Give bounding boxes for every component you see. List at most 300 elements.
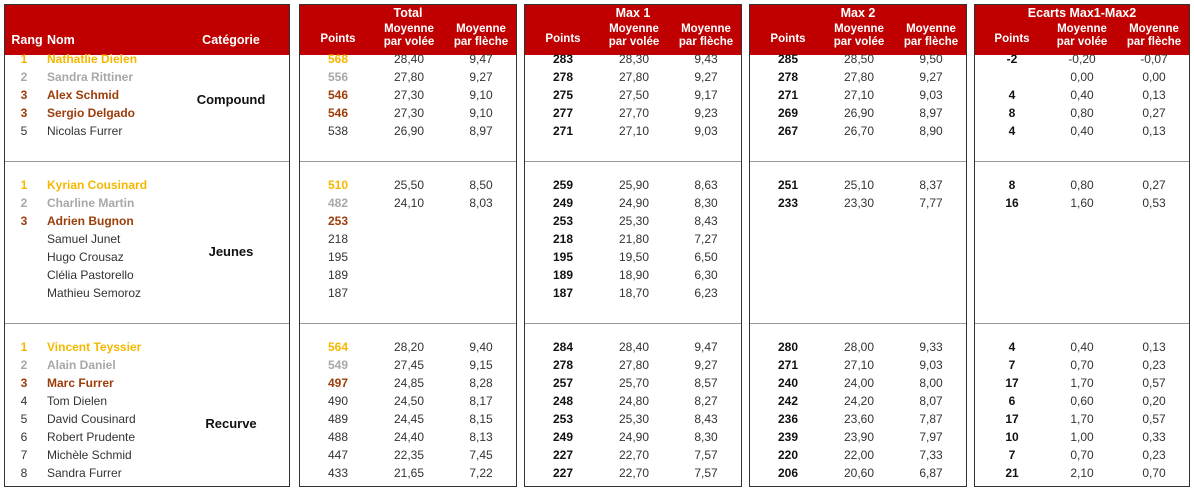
max1-points-cell: 278 [552, 70, 574, 84]
ecarts-points-cell: 8 [1008, 178, 1016, 192]
max2-moy-volee-cell: 27,80 [843, 70, 875, 84]
table-row [975, 50, 1189, 68]
total-points-cell: 253 [327, 214, 349, 228]
group-separator [975, 323, 1189, 324]
total-moy-volee-cell: 24,10 [393, 196, 425, 210]
max1-moy-volee-cell: 27,70 [618, 106, 650, 120]
name-cell: Mathieu Semoroz [47, 286, 142, 300]
table-row [300, 86, 516, 104]
max1-points-cell: 275 [552, 88, 574, 102]
max1-moy-fleche-cell: 8,30 [694, 430, 718, 444]
rank-cell: 1 [20, 340, 28, 354]
rank-cell: 2 [20, 196, 28, 210]
max2-moy-fleche-cell: 9,27 [919, 70, 943, 84]
total-points-cell: 447 [327, 448, 349, 462]
rank-cell: 2 [20, 70, 28, 84]
table-row [975, 374, 1189, 392]
table-row [750, 266, 966, 284]
table-row [5, 464, 291, 482]
total-points-cell: 490 [327, 394, 349, 408]
max1-moy-volee-header: Moyenne par volée [608, 23, 660, 48]
category-label: Recurve [205, 416, 257, 431]
max2-moy-fleche-cell: 7,87 [919, 412, 943, 426]
ecarts-moy-volee-cell: 1,00 [1070, 430, 1094, 444]
name-cell: Sandra Rittiner [47, 70, 134, 84]
table-row [300, 50, 516, 68]
max1-moy-fleche-cell: 9,43 [694, 52, 718, 66]
max1-moy-volee-cell: 19,50 [618, 250, 650, 264]
total-moy-volee-cell: 27,30 [393, 88, 425, 102]
ecarts-moy-fleche-cell: 0,57 [1142, 412, 1166, 426]
total-moy-volee-cell: 28,20 [393, 340, 425, 354]
ecarts-points-cell: 4 [1008, 340, 1016, 354]
max1-moy-fleche-cell: 9,03 [694, 124, 718, 138]
name-cell: Nathatlie Dielen [47, 52, 138, 66]
total-moy-fleche-cell: 8,17 [469, 394, 493, 408]
total-header [300, 5, 516, 55]
max2-moy-volee-cell: 27,10 [843, 88, 875, 102]
rank-cell: 5 [20, 412, 28, 426]
category-label: Compound [196, 92, 266, 107]
max2-moy-volee-cell: 23,30 [843, 196, 875, 210]
max2-panel [749, 4, 967, 487]
max1-title: Max 1 [615, 6, 651, 20]
total-moy-volee-cell: 24,50 [393, 394, 425, 408]
max2-moy-fleche-cell: 9,03 [919, 358, 943, 372]
max2-moy-fleche-cell: 9,33 [919, 340, 943, 354]
total-moy-volee-header: Moyenne par volée [383, 23, 435, 48]
name-cell: Marc Furrer [47, 376, 114, 390]
table-row [5, 176, 291, 194]
max2-points-cell: 269 [777, 106, 799, 120]
table-row [975, 68, 1189, 86]
name-cell: Sandra Furrer [47, 466, 122, 480]
name-cell: Alex Schmid [47, 88, 120, 102]
max1-moy-fleche-cell: 7,27 [694, 232, 718, 246]
total-moy-fleche-cell: 8,03 [469, 196, 493, 210]
table-row [525, 230, 741, 248]
rank-cell: 3 [20, 88, 28, 102]
ecarts-points-cell: 21 [1005, 466, 1019, 480]
total-moy-fleche-cell: 7,45 [469, 448, 493, 462]
name-cell: Robert Prudente [47, 430, 136, 444]
table-row [975, 212, 1189, 230]
table-row [750, 212, 966, 230]
group-separator [300, 161, 516, 162]
name-cell: Hugo Crousaz [47, 250, 124, 264]
max1-points-cell: 227 [552, 448, 574, 462]
ecarts-moy-volee-cell: 0,40 [1070, 88, 1094, 102]
max1-moy-volee-cell: 24,80 [618, 394, 650, 408]
total-points-cell: 497 [327, 376, 349, 390]
total-moy-fleche-cell: 9,47 [469, 52, 493, 66]
max1-moy-volee-cell: 25,90 [618, 178, 650, 192]
table-row [975, 446, 1189, 464]
rank-cell: 7 [20, 448, 28, 462]
max2-points-cell: 236 [777, 412, 799, 426]
max2-points-cell: 267 [777, 124, 799, 138]
table-row [300, 212, 516, 230]
table-row [5, 194, 291, 212]
max1-points-cell: 218 [552, 232, 574, 246]
total-points-cell: 549 [327, 358, 349, 372]
ecarts-moy-fleche-cell: 0,27 [1142, 106, 1166, 120]
ecarts-moy-fleche-cell: 0,70 [1142, 466, 1166, 480]
ecarts-moy-volee-cell: -0,20 [1068, 52, 1096, 66]
total-panel [299, 4, 517, 487]
max1-moy-fleche-cell: 9,27 [694, 70, 718, 84]
table-row [525, 248, 741, 266]
ecarts-title: Ecarts Max1-Max2 [1027, 6, 1137, 20]
total-points-cell: 218 [327, 232, 349, 246]
name-cell: Sergio Delgado [47, 106, 136, 120]
table-row [5, 122, 291, 140]
ecarts-moy-fleche-cell: 0,57 [1142, 376, 1166, 390]
total-moy-fleche-cell: 8,50 [469, 178, 493, 192]
ecarts-moy-fleche-cell: 0,27 [1142, 178, 1166, 192]
max1-moy-fleche-cell: 6,23 [694, 286, 718, 300]
total-moy-fleche-cell: 9,40 [469, 340, 493, 354]
max1-moy-volee-cell: 18,70 [618, 286, 650, 300]
max1-points-cell: 253 [552, 214, 574, 228]
table-row [525, 122, 741, 140]
max1-moy-volee-cell: 25,30 [618, 412, 650, 426]
table-row [5, 50, 291, 68]
max2-moy-volee-cell: 25,10 [843, 178, 875, 192]
table-row [975, 248, 1189, 266]
max2-points-cell: 251 [777, 178, 799, 192]
ecarts-panel [974, 4, 1190, 487]
max1-moy-fleche-cell: 6,50 [694, 250, 718, 264]
ecarts-points-cell: 8 [1008, 106, 1016, 120]
name-cell: Clélia Pastorello [47, 268, 134, 282]
table-row [750, 392, 966, 410]
table-row [525, 212, 741, 230]
table-row [300, 176, 516, 194]
ecarts-points-cell: 17 [1005, 376, 1019, 390]
max1-points-cell: 257 [552, 376, 574, 390]
max1-moy-fleche-cell: 8,57 [694, 376, 718, 390]
max2-points-cell: 206 [777, 466, 799, 480]
max2-moy-volee-cell: 24,20 [843, 394, 875, 408]
table-row [300, 68, 516, 86]
name-cell: David Cousinard [47, 412, 136, 426]
total-moy-volee-cell: 26,90 [393, 124, 425, 138]
max1-moy-volee-cell: 24,90 [618, 196, 650, 210]
group-separator [975, 161, 1189, 162]
rang-header: Rang [11, 33, 43, 47]
table-row [525, 176, 741, 194]
table-row [975, 194, 1189, 212]
max1-moy-volee-cell: 25,30 [618, 214, 650, 228]
total-points-cell: 189 [327, 268, 349, 282]
rank-cell: 2 [20, 358, 28, 372]
table-row [750, 338, 966, 356]
ecarts-moy-fleche-cell: 0,13 [1142, 340, 1166, 354]
max2-points-cell: 233 [777, 196, 799, 210]
ecarts-moy-volee-cell: 1,60 [1070, 196, 1094, 210]
max1-points-cell: 249 [552, 196, 574, 210]
table-row [750, 410, 966, 428]
max2-points-cell: 280 [777, 340, 799, 354]
table-row [750, 50, 966, 68]
max2-moy-fleche-cell: 7,77 [919, 196, 943, 210]
max1-points-cell: 227 [552, 466, 574, 480]
max2-moy-fleche-cell: 7,97 [919, 430, 943, 444]
table-row [975, 230, 1189, 248]
table-row [525, 50, 741, 68]
ecarts-points-cell: 4 [1008, 124, 1016, 138]
max1-points-cell: 248 [552, 394, 574, 408]
max1-moy-fleche-cell: 7,57 [694, 448, 718, 462]
table-row [750, 194, 966, 212]
max2-points-cell: 242 [777, 394, 799, 408]
total-moy-fleche-cell: 7,22 [469, 466, 493, 480]
group-separator [300, 323, 516, 324]
max2-moy-volee-cell: 28,50 [843, 52, 875, 66]
group-separator [750, 161, 966, 162]
table-row [975, 428, 1189, 446]
total-points-cell: 538 [327, 124, 349, 138]
max1-moy-fleche-cell: 8,43 [694, 214, 718, 228]
max2-moy-fleche-cell: 7,33 [919, 448, 943, 462]
ecarts-moy-fleche-cell: 0,13 [1142, 88, 1166, 102]
table-row [750, 284, 966, 302]
table-row [300, 284, 516, 302]
ecarts-moy-volee-cell: 1,70 [1070, 376, 1094, 390]
name-cell: Kyrian Cousinard [47, 178, 148, 192]
table-row [5, 248, 291, 266]
table-row [300, 104, 516, 122]
table-row [975, 284, 1189, 302]
max1-moy-fleche-cell: 9,17 [694, 88, 718, 102]
name-cell: Alain Daniel [47, 358, 116, 372]
total-moy-fleche-cell: 8,28 [469, 376, 493, 390]
table-row [750, 428, 966, 446]
table-row [300, 194, 516, 212]
table-row [975, 338, 1189, 356]
ecarts-moy-volee-cell: 0,40 [1070, 124, 1094, 138]
total-moy-volee-cell: 27,30 [393, 106, 425, 120]
ecarts-moy-fleche-cell: 0,00 [1142, 70, 1166, 84]
max1-moy-volee-cell: 21,80 [618, 232, 650, 246]
ecarts-points-cell: 16 [1005, 196, 1019, 210]
total-points-cell: 568 [327, 52, 349, 66]
max1-points-cell: 187 [552, 286, 574, 300]
max2-moy-volee-cell: 24,00 [843, 376, 875, 390]
table-row [975, 392, 1189, 410]
max2-points-cell: 240 [777, 376, 799, 390]
ecarts-moy-fleche-header: Moyenne par flèche [1126, 23, 1182, 48]
total-moy-volee-cell: 25,50 [393, 178, 425, 192]
table-row [300, 122, 516, 140]
total-moy-fleche-cell: 9,10 [469, 88, 493, 102]
name-cell: Tom Dielen [47, 394, 108, 408]
ecarts-moy-fleche-cell: 0,33 [1142, 430, 1166, 444]
max2-moy-fleche-cell: 8,37 [919, 178, 943, 192]
categorie-header: Catégorie [202, 33, 260, 47]
table-row [5, 212, 291, 230]
table-row [300, 464, 516, 482]
total-points-cell: 489 [327, 412, 349, 426]
max1-points-cell: 189 [552, 268, 574, 282]
table-row [750, 356, 966, 374]
table-row [975, 410, 1189, 428]
max1-moy-fleche-cell: 8,43 [694, 412, 718, 426]
total-moy-volee-cell: 24,45 [393, 412, 425, 426]
ecarts-moy-volee-cell: 0,40 [1070, 340, 1094, 354]
ecarts-moy-fleche-cell: -0,07 [1140, 52, 1168, 66]
ecarts-moy-fleche-cell: 0,23 [1142, 448, 1166, 462]
name-cell: Nicolas Furrer [47, 124, 123, 138]
ecarts-moy-fleche-cell: 0,53 [1142, 196, 1166, 210]
table-row [300, 374, 516, 392]
max2-moy-volee-cell: 28,00 [843, 340, 875, 354]
ecarts-moy-volee-cell: 0,80 [1070, 178, 1094, 192]
max1-moy-fleche-cell: 8,63 [694, 178, 718, 192]
ecarts-moy-fleche-cell: 0,20 [1142, 394, 1166, 408]
table-row [750, 122, 966, 140]
total-moy-volee-cell: 21,65 [393, 466, 425, 480]
max2-moy-volee-cell: 27,10 [843, 358, 875, 372]
table-row [525, 428, 741, 446]
rank-cell: 8 [20, 466, 28, 480]
total-points-cell: 195 [327, 250, 349, 264]
max1-points-cell: 284 [552, 340, 574, 354]
max1-moy-volee-cell: 27,80 [618, 358, 650, 372]
ecarts-points-cell: -2 [1006, 52, 1018, 66]
total-points-cell: 488 [327, 430, 349, 444]
max1-moy-fleche-cell: 9,23 [694, 106, 718, 120]
total-moy-fleche-cell: 8,97 [469, 124, 493, 138]
ecarts-points-header: Points [994, 33, 1030, 45]
max2-moy-fleche-cell: 8,07 [919, 394, 943, 408]
max2-moy-fleche-cell: 8,00 [919, 376, 943, 390]
max1-moy-fleche-cell: 9,47 [694, 340, 718, 354]
max2-header [750, 5, 966, 55]
rank-cell: 4 [20, 394, 28, 408]
max1-points-cell: 278 [552, 358, 574, 372]
max1-moy-volee-cell: 24,90 [618, 430, 650, 444]
rank-cell: 1 [20, 52, 28, 66]
table-row [975, 122, 1189, 140]
table-row [5, 410, 291, 428]
table-row [5, 446, 291, 464]
max2-moy-fleche-cell: 8,97 [919, 106, 943, 120]
table-row [750, 86, 966, 104]
ecarts-moy-volee-cell: 0,70 [1070, 448, 1094, 462]
ecarts-moy-fleche-cell: 0,23 [1142, 358, 1166, 372]
max1-moy-volee-cell: 22,70 [618, 466, 650, 480]
max1-moy-fleche-cell: 8,30 [694, 196, 718, 210]
table-row [300, 428, 516, 446]
table-row [525, 374, 741, 392]
max2-points-cell: 278 [777, 70, 799, 84]
total-points-cell: 546 [327, 88, 349, 102]
max1-moy-volee-cell: 28,30 [618, 52, 650, 66]
max1-panel [524, 4, 742, 487]
table-row [750, 374, 966, 392]
nom-header: Nom [47, 33, 75, 47]
table-row [5, 266, 291, 284]
total-points-cell: 187 [327, 286, 349, 300]
table-row [750, 464, 966, 482]
table-row [5, 230, 291, 248]
group-separator [525, 161, 741, 162]
max1-header [525, 5, 741, 55]
name-cell: Adrien Bugnon [47, 214, 134, 228]
total-moy-volee-cell: 24,85 [393, 376, 425, 390]
table-row [975, 356, 1189, 374]
table-row [975, 176, 1189, 194]
max1-points-cell: 249 [552, 430, 574, 444]
table-row [525, 104, 741, 122]
total-moy-volee-cell: 27,45 [393, 358, 425, 372]
rank-cell: 3 [20, 106, 28, 120]
total-points-cell: 510 [327, 178, 349, 192]
ecarts-moy-volee-cell: 0,60 [1070, 394, 1094, 408]
max1-moy-volee-cell: 28,40 [618, 340, 650, 354]
total-points-cell: 433 [327, 466, 349, 480]
max1-moy-volee-cell: 25,70 [618, 376, 650, 390]
ecarts-moy-volee-cell: 0,70 [1070, 358, 1094, 372]
max1-moy-volee-cell: 27,10 [618, 124, 650, 138]
max2-title: Max 2 [840, 6, 876, 20]
table-row [750, 248, 966, 266]
max2-moy-volee-cell: 20,60 [843, 466, 875, 480]
max2-moy-volee-header: Moyenne par volée [833, 23, 885, 48]
table-row [750, 230, 966, 248]
ecarts-moy-volee-cell: 0,00 [1070, 70, 1094, 84]
table-row [300, 266, 516, 284]
total-moy-volee-cell: 24,40 [393, 430, 425, 444]
table-row [300, 338, 516, 356]
total-moy-volee-cell: 22,35 [393, 448, 425, 462]
table-row [5, 104, 291, 122]
max2-moy-fleche-cell: 6,87 [919, 466, 943, 480]
max2-points-cell: 239 [777, 430, 799, 444]
max1-moy-fleche-cell: 8,27 [694, 394, 718, 408]
rank-cell: 1 [20, 178, 28, 192]
ecarts-moy-volee-cell: 0,80 [1070, 106, 1094, 120]
max2-moy-fleche-header: Moyenne par flèche [903, 23, 959, 48]
max2-moy-volee-cell: 22,00 [843, 448, 875, 462]
table-row [975, 266, 1189, 284]
ecarts-points-cell: 10 [1005, 430, 1019, 444]
rank-cell: 3 [20, 376, 28, 390]
max1-moy-volee-cell: 18,90 [618, 268, 650, 282]
total-moy-fleche-cell: 8,13 [469, 430, 493, 444]
total-title: Total [393, 6, 423, 20]
max2-moy-fleche-cell: 9,03 [919, 88, 943, 102]
table-row [750, 176, 966, 194]
max1-points-cell: 259 [552, 178, 574, 192]
total-points-cell: 546 [327, 106, 349, 120]
total-moy-fleche-cell: 8,15 [469, 412, 493, 426]
name-cell: Samuel Junet [47, 232, 121, 246]
total-moy-fleche-cell: 9,15 [469, 358, 493, 372]
table-row [975, 464, 1189, 482]
group-separator [750, 323, 966, 324]
total-points-cell: 556 [327, 70, 349, 84]
max1-moy-volee-cell: 27,50 [618, 88, 650, 102]
max2-moy-volee-cell: 23,60 [843, 412, 875, 426]
table-row [525, 266, 741, 284]
table-row [525, 338, 741, 356]
table-row [300, 446, 516, 464]
table-row [300, 410, 516, 428]
category-label: Jeunes [208, 244, 254, 259]
